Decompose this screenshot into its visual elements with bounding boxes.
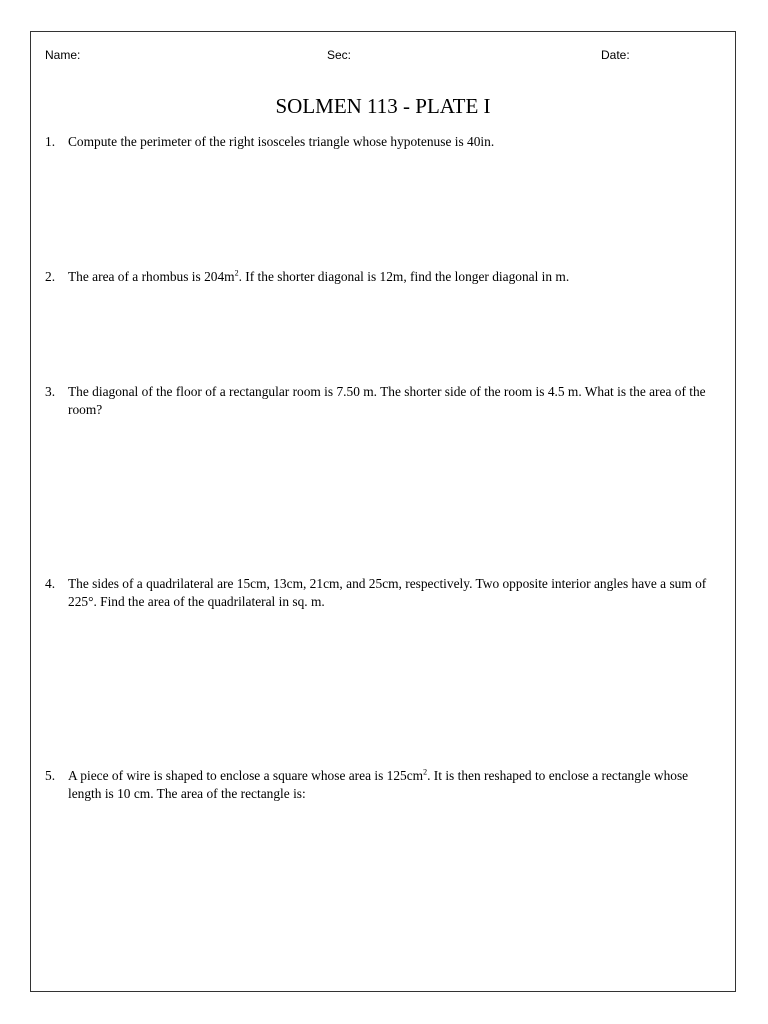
question-number: 4. [45,576,56,591]
question-number: 5. [45,768,56,783]
name-label: Name: [45,48,81,62]
question-4 [45,575,721,611]
question-number: 2. [45,269,56,284]
page-title: SOLMEN 113 - PLATE I [275,94,491,118]
section-label: Sec: [327,48,352,62]
question-text: The area of a rhombus is $204m^2$. If the shorter diagonal is 12m, find the longer diagonal in m. [68,268,570,284]
question-2 [45,268,721,286]
superscript: 2 [234,268,239,278]
date-label: Date: [601,48,630,62]
question-number: 3. [45,384,56,399]
question-5 [45,767,721,803]
question-text: A piece of wire is shaped to enclose a square whose area is $125cm^2$. It is then reshaped to enclose a rectangle whose length is 10 cm. The area of the rectangle is: [68,767,689,801]
question-text: The diagonal of the floor of a rectangular room is 7.50 m. The shorter side of the room is 4.5 m. What is the area of the room? [68,384,706,417]
question-text: The sides of a quadrilateral are 15cm, 13cm, 21cm, and 25cm, respectively. Two opposite interior angles have a sum of 225°. Find the area of the quadrilateral in sq. m. [68,576,707,609]
question-1 [45,133,721,151]
question-text: Compute the perimeter of the right isosceles triangle whose hypotenuse is 40in. [68,134,495,149]
worksheet-page [30,31,736,992]
question-3 [45,383,721,419]
question-number: 1. [45,134,56,149]
superscript: 2 [423,767,428,777]
